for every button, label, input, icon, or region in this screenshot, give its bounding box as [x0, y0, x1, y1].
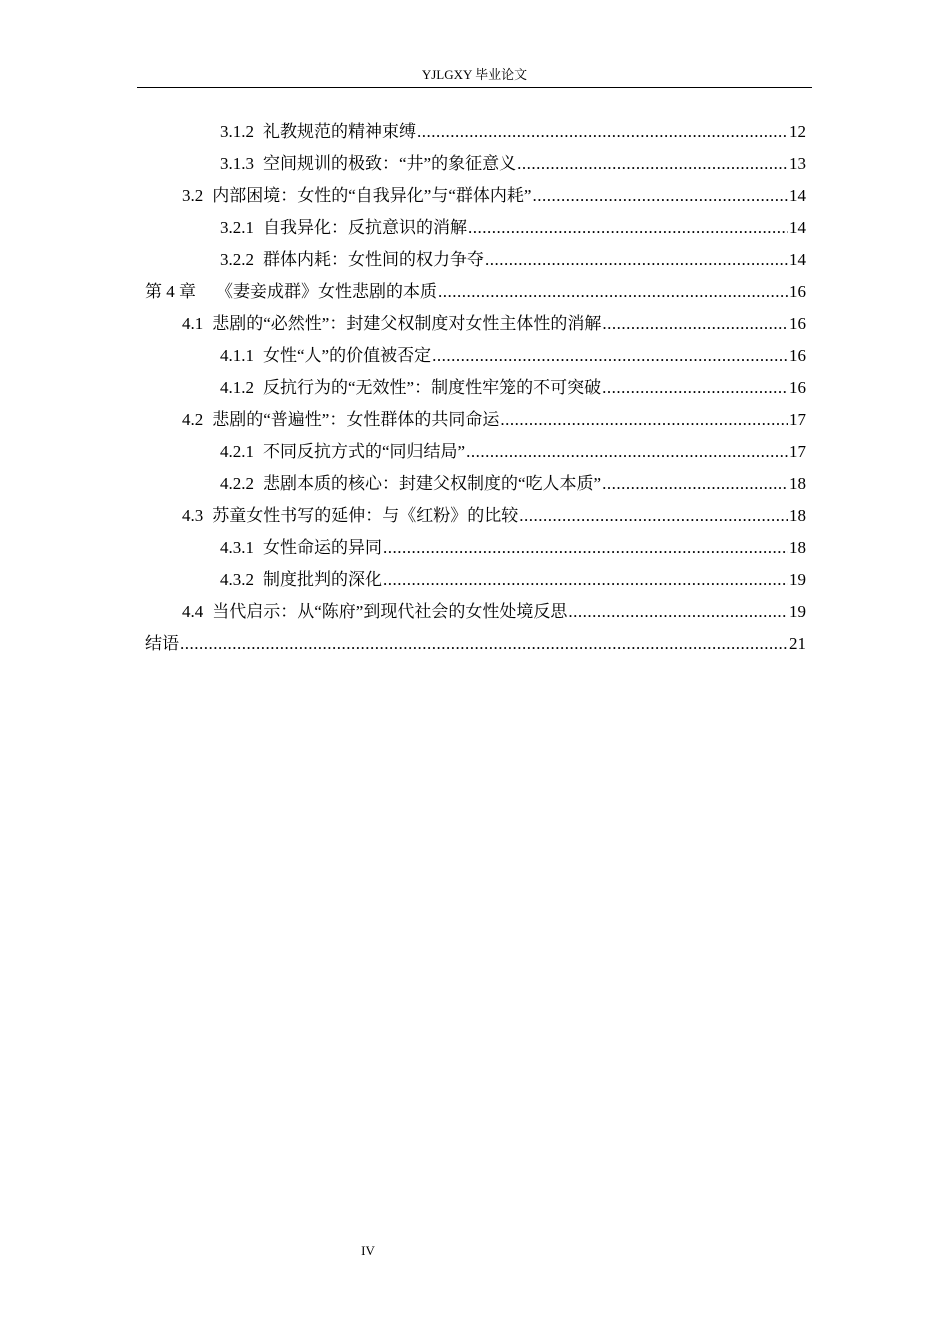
toc-entry[interactable] [145, 532, 806, 564]
toc-entry-page: 17 [789, 442, 806, 461]
dot-leader [485, 244, 788, 276]
toc-entry[interactable] [145, 500, 806, 532]
dot-leader [517, 148, 788, 180]
page-header: YJLGXY 毕业论文 [421, 67, 528, 82]
toc-entry[interactable] [145, 244, 806, 276]
toc-entry-title: 内部困境：女性的“自我异化”与“群体内耗” [212, 186, 532, 205]
dot-leader [466, 436, 788, 468]
toc-entry-page: 16 [789, 314, 806, 333]
toc-entry[interactable] [145, 372, 806, 404]
toc-entry-title: 苏童女性书写的延伸：与《红粉》的比较 [212, 506, 519, 525]
toc-entry[interactable] [145, 628, 806, 660]
dot-leader [568, 596, 788, 628]
toc-entry-title: 当代启示：从“陈府”到现代社会的女性处境反思 [212, 602, 568, 621]
toc-entry-title: 自我异化：反抗意识的消解 [263, 218, 467, 237]
toc-entry-number: 3.2 [182, 186, 204, 205]
dot-leader [602, 308, 788, 340]
toc-entry-number: 4.2.2 [220, 474, 254, 493]
toc-entry-title: 结语 [145, 634, 179, 653]
toc-entry-number: 3.2.2 [220, 250, 254, 269]
page-number: IV [361, 1243, 375, 1258]
toc-entry-page: 18 [789, 474, 806, 493]
toc-entry-page: 18 [789, 506, 806, 525]
table-of-contents [145, 116, 806, 660]
toc-entry-title: 悲剧的“普遍性”：女性群体的共同命运 [212, 410, 500, 429]
toc-entry-page: 12 [789, 122, 806, 141]
dot-leader [602, 372, 788, 404]
toc-entry-number: 第 4 章 [145, 282, 196, 301]
toc-entry-number: 4.2 [182, 410, 204, 429]
dot-leader [519, 500, 788, 532]
toc-entry[interactable] [145, 436, 806, 468]
dot-leader [468, 212, 788, 244]
toc-entry-number: 3.1.2 [220, 122, 254, 141]
toc-entry-title: 礼教规范的精神束缚 [263, 122, 416, 141]
toc-entry[interactable] [145, 308, 806, 340]
toc-entry-page: 14 [789, 250, 806, 269]
toc-entry-title: 女性“人”的价值被否定 [263, 346, 432, 365]
toc-entry-number: 3.1.3 [220, 154, 254, 173]
toc-entry-page: 14 [789, 218, 806, 237]
toc-entry-page: 13 [789, 154, 806, 173]
toc-entry[interactable] [145, 564, 806, 596]
toc-entry-number: 4.1 [182, 314, 204, 333]
toc-entry[interactable] [145, 596, 806, 628]
toc-entry[interactable] [145, 148, 806, 180]
toc-entry[interactable] [145, 404, 806, 436]
toc-entry-title: 悲剧本质的核心：封建父权制度的“吃人本质” [263, 474, 602, 493]
toc-entry-number: 4.3.2 [220, 570, 254, 589]
toc-entry-page: 18 [789, 538, 806, 557]
toc-entry-title: 空间规训的极致：“井”的象征意义 [263, 154, 517, 173]
toc-entry-page: 16 [789, 282, 806, 301]
dot-leader [432, 340, 788, 372]
toc-entry-number: 4.2.1 [220, 442, 254, 461]
toc-entry-page: 19 [789, 602, 806, 621]
toc-entry[interactable] [145, 212, 806, 244]
toc-entry-number: 4.3.1 [220, 538, 254, 557]
toc-entry-title: 不同反抗方式的“同归结局” [263, 442, 466, 461]
toc-entry-number: 3.2.1 [220, 218, 254, 237]
toc-entry-number: 4.3 [182, 506, 204, 525]
toc-entry-title: 反抗行为的“无效性”：制度性牢笼的不可突破 [263, 378, 602, 397]
toc-entry[interactable] [145, 340, 806, 372]
dot-leader [383, 564, 788, 596]
toc-entry[interactable] [145, 180, 806, 212]
toc-entry-page: 21 [789, 634, 806, 653]
toc-entry[interactable] [145, 116, 806, 148]
toc-entry-title: 悲剧的“必然性”：封建父权制度对女性主体性的消解 [212, 314, 602, 333]
toc-entry-title: 女性命运的异同 [263, 538, 382, 557]
toc-entry-page: 16 [789, 378, 806, 397]
dot-leader [417, 116, 788, 148]
dot-leader [532, 180, 788, 212]
toc-entry-page: 17 [789, 410, 806, 429]
toc-entry-page: 14 [789, 186, 806, 205]
dot-leader [500, 404, 788, 436]
toc-entry-number: 4.1.1 [220, 346, 254, 365]
dot-leader [383, 532, 788, 564]
dot-leader [438, 276, 788, 308]
header-rule [137, 87, 812, 88]
toc-entry-title: 制度批判的深化 [263, 570, 382, 589]
toc-entry-title: 《妻妾成群》女性悲剧的本质 [216, 282, 437, 301]
toc-entry[interactable] [145, 468, 806, 500]
toc-entry-title: 群体内耗：女性间的权力争夺 [263, 250, 484, 269]
toc-entry[interactable] [145, 276, 806, 308]
dot-leader [180, 628, 788, 660]
toc-entry-page: 19 [789, 570, 806, 589]
dot-leader [602, 468, 788, 500]
toc-entry-page: 16 [789, 346, 806, 365]
toc-entry-number: 4.1.2 [220, 378, 254, 397]
toc-entry-number: 4.4 [182, 602, 204, 621]
